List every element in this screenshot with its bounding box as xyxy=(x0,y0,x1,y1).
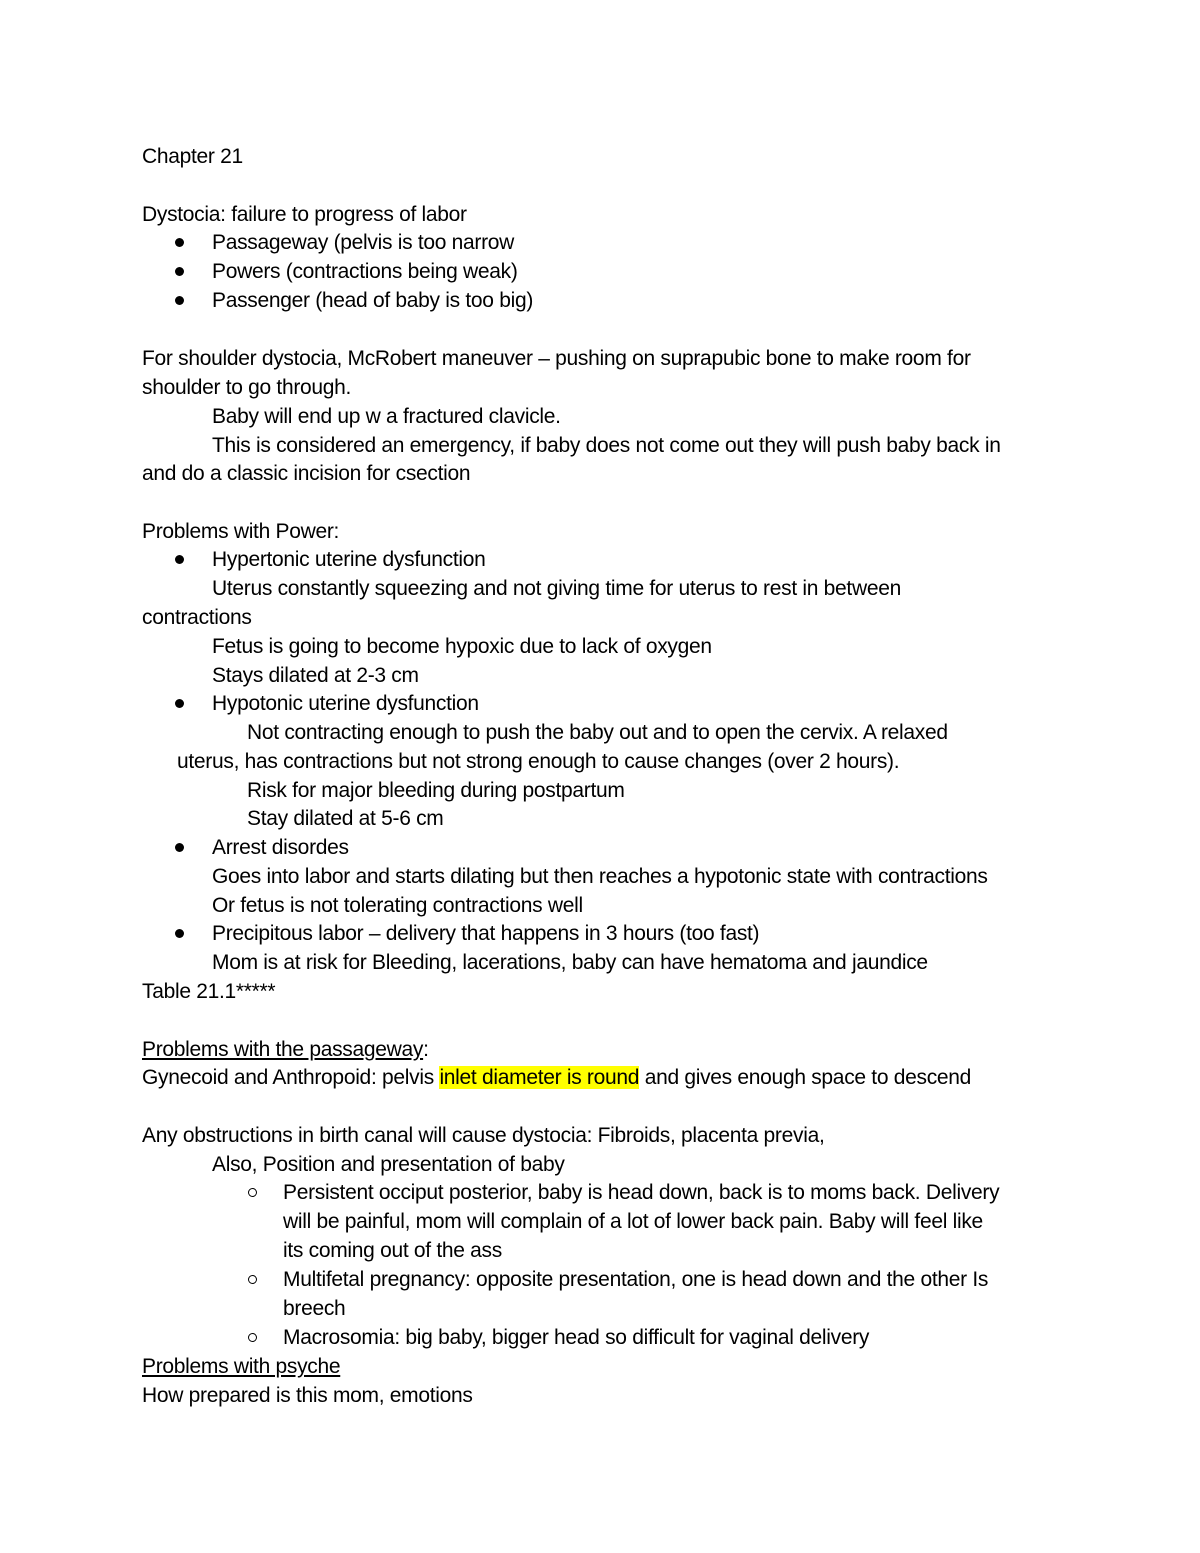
paragraph-line: Mom is at risk for Bleeding, lacerations, baby can have hematoma and jaundice xyxy=(212,951,928,974)
bullet-icon xyxy=(175,296,184,305)
paragraph-line: Fetus is going to become hypoxic due to lack of oxygen xyxy=(212,635,712,658)
paragraph-line: Or fetus is not tolerating contractions well xyxy=(212,894,583,917)
sub-list-item: Macrosomia: big baby, bigger head so difficult for vaginal delivery xyxy=(283,1326,870,1349)
bullet-icon xyxy=(175,555,184,564)
paragraph-line: Any obstructions in birth canal will cause dystocia: Fibroids, placenta previa, xyxy=(142,1124,825,1147)
list-item: Passageway (pelvis is too narrow xyxy=(212,231,515,254)
paragraph-line: How prepared is this mom, emotions xyxy=(142,1384,473,1407)
bullet-icon xyxy=(175,843,184,852)
text-run: Gynecoid and Anthropoid: pelvis xyxy=(142,1066,440,1089)
hollow-bullet-icon xyxy=(248,1188,257,1197)
paragraph-line: and do a classic incision for csection xyxy=(142,462,471,485)
sub-list-item-continuation: its coming out of the ass xyxy=(283,1239,502,1262)
paragraph-line: Baby will end up w a fractured clavicle. xyxy=(212,405,561,428)
hollow-bullet-icon xyxy=(248,1333,257,1342)
paragraph-line: Risk for major bleeding during postpartum xyxy=(247,779,625,802)
paragraph-line: This is considered an emergency, if baby does not come out they will push baby back in xyxy=(212,434,1001,457)
bullet-icon xyxy=(175,238,184,247)
list-item: Hypertonic uterine dysfunction xyxy=(212,548,486,571)
bullet-icon xyxy=(175,267,184,276)
heading-underlined-text: Problems with the passageway xyxy=(142,1038,424,1061)
paragraph-line xyxy=(142,1063,971,1092)
paragraph-line: Not contracting enough to push the baby out and to open the cervix. A relaxed xyxy=(247,721,948,744)
section-heading: Problems with Power: xyxy=(142,520,340,543)
dystocia-definition: Dystocia: failure to progress of labor xyxy=(142,203,467,226)
chapter-heading: Chapter 21 xyxy=(142,145,243,168)
paragraph-line: Goes into labor and starts dilating but then reaches a hypotonic state with contractions xyxy=(212,865,988,888)
hollow-bullet-icon xyxy=(248,1275,257,1284)
list-item: Precipitous labor – delivery that happens in 3 hours (too fast) xyxy=(212,922,760,945)
paragraph-line: contractions xyxy=(142,606,252,629)
list-item: Arrest disordes xyxy=(212,836,349,859)
heading-colon: : xyxy=(423,1038,429,1061)
paragraph-line: Also, Position and presentation of baby xyxy=(212,1153,565,1176)
paragraph-line: Stays dilated at 2-3 cm xyxy=(212,664,419,687)
sub-list-item-continuation: will be painful, mom will complain of a lot of lower back pain. Baby will feel like xyxy=(283,1210,983,1233)
sub-list-item: Multifetal pregnancy: opposite presentation, one is head down and the other Is xyxy=(283,1268,989,1291)
sub-list-item-continuation: breech xyxy=(283,1297,346,1320)
section-heading xyxy=(142,1035,429,1064)
paragraph-line: shoulder to go through. xyxy=(142,376,352,399)
paragraph-line: Stay dilated at 5-6 cm xyxy=(247,807,444,830)
paragraph-line: Uterus constantly squeezing and not giving time for uterus to rest in between xyxy=(212,577,901,600)
list-item: Passenger (head of baby is too big) xyxy=(212,289,534,312)
text-run: and gives enough space to descend xyxy=(639,1066,972,1089)
paragraph-line: uterus, has contractions but not strong enough to cause changes (over 2 hours). xyxy=(177,750,900,773)
highlighted-text: inlet diameter is round xyxy=(439,1066,640,1089)
paragraph-line: For shoulder dystocia, McRobert maneuver – pushing on suprapubic bone to make room for xyxy=(142,347,971,370)
list-item: Hypotonic uterine dysfunction xyxy=(212,692,479,715)
sub-list-item: Persistent occiput posterior, baby is head down, back is to moms back. Delivery xyxy=(283,1181,1000,1204)
table-reference: Table 21.1***** xyxy=(142,980,276,1003)
section-heading: Problems with psyche xyxy=(142,1355,341,1378)
bullet-icon xyxy=(175,929,184,938)
list-item: Powers (contractions being weak) xyxy=(212,260,518,283)
bullet-icon xyxy=(175,699,184,708)
